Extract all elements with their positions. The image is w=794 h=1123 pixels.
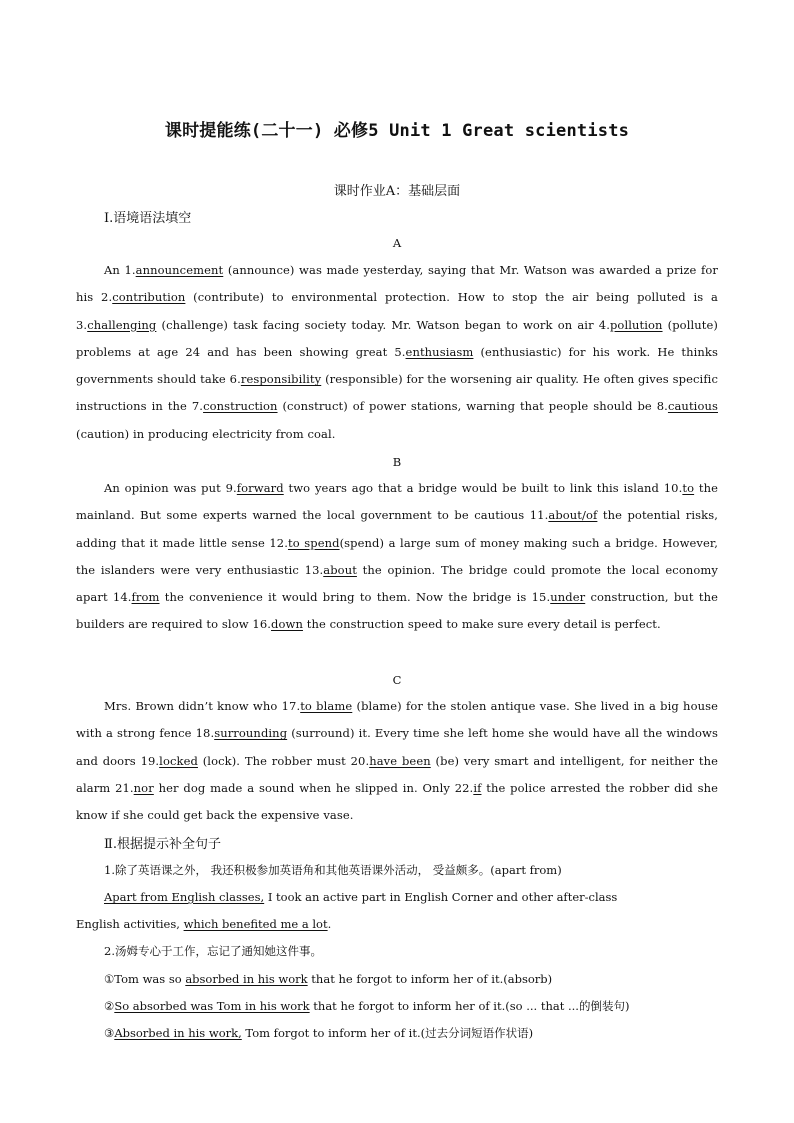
part-label-a: A: [392, 236, 402, 250]
answer-2: contribution: [112, 290, 186, 305]
passage-text: An opinion was put 9.: [104, 481, 237, 495]
answer-21: nor: [133, 780, 154, 795]
answer-4: pollution: [609, 317, 663, 332]
part-label-b: B: [392, 455, 402, 469]
answer-6: responsibility: [240, 372, 322, 387]
answer-17: to blame: [300, 699, 353, 713]
passage-a: [76, 257, 718, 448]
sentence-text: .: [327, 917, 332, 931]
passage-text: (surround) it. Every time she left home she would have all the windows and doors 19.: [76, 726, 718, 768]
answer-7: construction: [203, 399, 278, 414]
passage-text: the opinion. The bridge could promote the local economy apart 14.: [76, 562, 718, 605]
passage-text: (contribute) to environmental protection. How to stop the air being polluted is a 3.: [76, 290, 718, 332]
answer-14: from: [131, 590, 160, 605]
question-2-prompt: 2.汤姆专心于工作，忘记了通知她这件事。: [104, 944, 322, 958]
answer-20: have been: [369, 753, 431, 768]
sentence-text: I took an active part in English Corner and other after-class: [264, 890, 618, 904]
passage-text: (spend) a large sum of money making such a bridge. However, the islanders were very enthusiastic 13.: [76, 535, 719, 577]
passage-text: Mrs. Brown didn’t know who 17.: [104, 699, 301, 713]
passage-text: her dog made a sound when he slipped in. Only 22.: [153, 780, 474, 795]
answer-16: down: [271, 617, 303, 632]
passage-text: (caution) in producing electricity from coal.: [76, 426, 336, 441]
answer-q1-part1: Apart from English classes,: [104, 890, 265, 904]
part-label-c: C: [392, 673, 402, 687]
question-1-answer-line-2: [76, 911, 718, 938]
answer-1: announcement: [135, 263, 224, 277]
sentence-text: Tom forgot to inform her of it.(过去分词短语作状语): [241, 1026, 534, 1040]
question-2-line-1: [76, 966, 718, 993]
passage-text: (enthusiastic) for his work. He thinks governments should take 6.: [76, 344, 718, 387]
page-subtitle: 课时作业A：基础层面: [333, 184, 461, 199]
answer-12: to spend: [287, 535, 340, 550]
sentence-text: English activities,: [76, 917, 184, 931]
question-1-answer-line-1: [76, 884, 718, 911]
sentence-text: ③: [104, 1026, 115, 1040]
passage-text: (construct) of power stations, warning that people should be 8.: [277, 399, 668, 414]
sentence-text: that he forgot to inform her of it.(absorb): [307, 972, 553, 986]
passage-c: [76, 693, 718, 829]
sentence-text: ②: [104, 999, 115, 1013]
answer-9: forward: [236, 481, 284, 495]
passage-text: the construction speed to make sure every detail is perfect.: [302, 617, 661, 632]
answer-22: if: [473, 780, 482, 795]
page-title: 课时提能练(二十一) 必修5 Unit 1 Great scientists: [164, 121, 630, 141]
answer-18: surrounding: [214, 726, 288, 741]
answer-3: challenging: [87, 317, 157, 332]
sentence-text: that he forgot to inform her of it.(so ... that ...的倒装句): [309, 999, 630, 1013]
answer-11: about/of: [548, 508, 598, 523]
answer-13: about: [323, 562, 357, 577]
section-heading-grammar: Ⅰ.语境语法填空: [104, 211, 192, 226]
answer-q2-3: Absorbed in his work,: [114, 1026, 242, 1040]
passage-text: (announce) was made yesterday, saying that Mr. Watson was awarded a prize for his 2.: [76, 263, 718, 305]
answer-15: under: [550, 590, 586, 605]
passage-text: construction, but the builders are required to slow 16.: [76, 590, 718, 632]
section-heading-sentences: Ⅱ.根据提示补全句子: [104, 837, 221, 852]
answer-10: to: [682, 481, 695, 495]
passage-text: two years ago that a bridge would be built to link this island 10.: [283, 481, 683, 495]
passage-text: (responsible) for the worsening air quality. He often gives specific instructions in the 7.: [76, 372, 718, 414]
answer-5: enthusiasm: [405, 344, 474, 359]
answer-8: cautious: [667, 399, 718, 414]
passage-text: An 1.: [104, 263, 136, 277]
passage-text: (lock). The robber must 20.: [197, 753, 370, 768]
passage-text: the convenience it would bring to them. Now the bridge is 15.: [159, 590, 551, 605]
passage-text: (challenge) task facing society today. Mr. Watson began to work on air 4.: [156, 317, 610, 332]
question-2-line-3: [76, 1020, 718, 1047]
passage-text: (pollute) problems at age 24 and has been showing great 5.: [76, 317, 718, 359]
answer-q2-1: absorbed in his work: [185, 972, 308, 986]
answer-q2-2: So absorbed was Tom in his work: [114, 999, 310, 1013]
passage-text: the potential risks, adding that it made little sense 12.: [76, 508, 718, 550]
passage-text: the police arrested the robber did she know if she could get back the expensive vase.: [76, 780, 719, 823]
answer-q1-part2: which benefited me a lot: [183, 917, 328, 931]
question-2-line-2: [76, 993, 718, 1020]
passage-text: (be) very smart and intelligent, for neither the alarm 21.: [76, 753, 718, 795]
question-1-prompt: 1.除了英语课之外， 我还积极参加英语角和其他英语课外活动， 受益颇多。(apart from): [104, 863, 562, 877]
sentence-text: ①Tom was so: [104, 972, 186, 986]
passage-text: the mainland. But some experts warned the local government to be cautious 11.: [76, 481, 719, 523]
passage-text: (blame) for the stolen antique vase. She lived in a big house with a strong fence 18.: [76, 699, 719, 741]
passage-b: [76, 475, 718, 639]
answer-19: locked: [159, 753, 198, 768]
